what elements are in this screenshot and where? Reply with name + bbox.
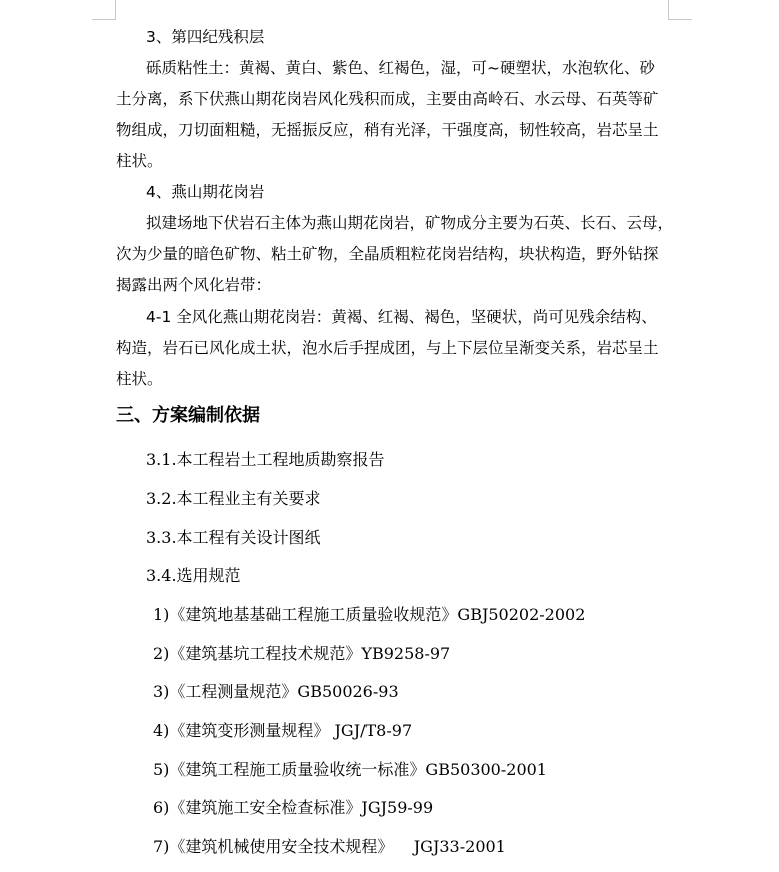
standard-item: 6)《建筑施工安全检查标准》JGJ59-99 bbox=[153, 798, 434, 817]
standard-item: 1)《建筑地基基础工程施工质量验收规范》GBJ50202-2002 bbox=[153, 605, 586, 624]
crop-mark-left bbox=[92, 19, 116, 20]
paragraph-line: 物组成，刀切面粗糙，无摇振反应，稍有光泽，干强度高，韧性较高，岩芯呈土 bbox=[116, 121, 659, 139]
crop-mark-right bbox=[668, 19, 692, 20]
paragraph-line: 柱状。 bbox=[116, 152, 163, 170]
chapter-heading: 三、方案编制依据 bbox=[116, 405, 260, 426]
paragraph-line: 4-1 全风化燕山期花岗岩：黄褐、红褐、褐色，坚硬状，尚可见残余结构、 bbox=[146, 308, 657, 326]
section-title: 3、第四纪残积层 bbox=[146, 28, 265, 46]
standard-item: 4)《建筑变形测量规程》 JGJ/T8-97 bbox=[153, 721, 413, 740]
basis-item: 3.4.选用规范 bbox=[146, 566, 241, 585]
paragraph-line: 揭露出两个风化岩带： bbox=[116, 276, 272, 294]
standard-item: 5)《建筑工程施工质量验收统一标准》GB50300-2001 bbox=[153, 760, 547, 779]
paragraph-line: 柱状。 bbox=[116, 370, 163, 388]
standard-item: 7)《建筑机械使用安全技术规程》 JGJ33-2001 bbox=[153, 837, 506, 856]
basis-item: 3.3.本工程有关设计图纸 bbox=[146, 528, 321, 547]
crop-mark-right bbox=[668, 0, 669, 20]
paragraph-line: 构造，岩石已风化成土状，泡水后手捏成团，与上下层位呈渐变关系，岩芯呈土 bbox=[116, 339, 659, 357]
paragraph-line: 拟建场地下伏岩石主体为燕山期花岗岩，矿物成分主要为石英、长石、云母， bbox=[146, 214, 674, 232]
basis-item: 3.1.本工程岩土工程地质勘察报告 bbox=[146, 450, 385, 469]
standard-item: 3)《工程测量规范》GB50026-93 bbox=[153, 682, 399, 701]
paragraph-line: 土分离，系下伏燕山期花岗岩风化残积而成，主要由高岭石、水云母、石英等矿 bbox=[116, 90, 659, 108]
basis-item: 3.2.本工程业主有关要求 bbox=[146, 489, 321, 508]
paragraph-line: 砾质粘性土：黄褐、黄白、紫色、红褐色，湿，可~硬塑状，水泡软化、砂 bbox=[146, 59, 655, 77]
crop-mark-left bbox=[115, 0, 116, 20]
paragraph-line: 次为少量的暗色矿物、粘土矿物，全晶质粗粒花岗岩结构，块状构造，野外钻探 bbox=[116, 245, 659, 263]
standard-item: 2)《建筑基坑工程技术规范》YB9258-97 bbox=[153, 644, 451, 663]
section-title: 4、燕山期花岗岩 bbox=[146, 183, 265, 201]
